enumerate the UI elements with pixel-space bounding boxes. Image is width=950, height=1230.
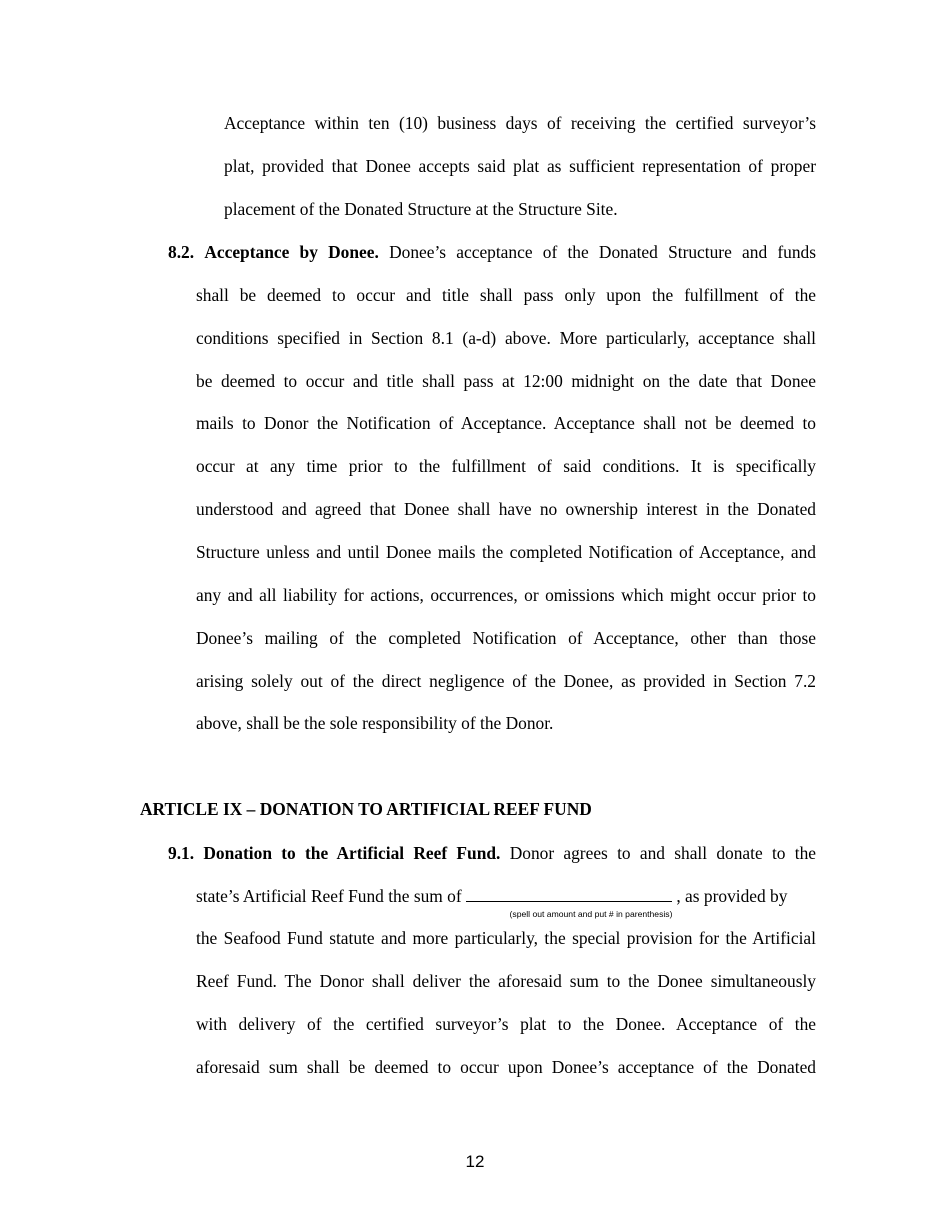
paragraph-line: plat, provided that Donee accepts said plat as sufficient representation of proper [224, 156, 816, 176]
page-number: 12 [465, 1152, 485, 1171]
section-heading: Donation to the Artificial Reef Fund. [203, 843, 501, 863]
paragraph-line: arising solely out of the direct negligence of the Donee, as provided in Section 7.2 [196, 671, 816, 691]
paragraph-line: conditions specified in Section 8.1 (a-d) above. More particularly, acceptance shall [196, 328, 816, 348]
paragraph-line: with delivery of the certified surveyor’s plat to the Donee. Acceptance of the [196, 1014, 816, 1034]
paragraph-line: understood and agreed that Donee shall have no ownership interest in the Donated [196, 499, 816, 519]
paragraph-line: the Seafood Fund statute and more particularly, the special provision for the Artificial [196, 928, 816, 948]
sum-line-text: state’s Artificial Reef Fund the sum of [196, 886, 462, 906]
paragraph-line: above, shall be the sole responsibility of the Donor. [196, 713, 554, 733]
paragraph-line: aforesaid sum shall be deemed to occur upon Donee’s acceptance of the Donated [196, 1057, 816, 1077]
paragraph-line: Structure unless and until Donee mails the completed Notification of Acceptance, and [196, 542, 816, 562]
paragraph-line: shall be deemed to occur and title shall pass only upon the fulfillment of the [196, 285, 816, 305]
section-text: Donee’s acceptance of the Donated Structure and funds [389, 242, 816, 262]
paragraph-line: occur at any time prior to the fulfillment of said conditions. It is specifically [196, 456, 816, 476]
paragraph-line: Reef Fund. The Donor shall deliver the aforesaid sum to the Donee simultaneously [196, 971, 816, 991]
section-number: 8.2. [168, 242, 195, 262]
paragraph-line: Donee’s mailing of the completed Notification of Acceptance, other than those [196, 628, 816, 648]
sum-line-text: , as provided by [676, 886, 788, 906]
section-heading: Acceptance by Donee. [204, 242, 379, 262]
amount-blank-field[interactable] [466, 887, 672, 902]
blank-field-instruction: (spell out amount and put # in parenthesis) [509, 909, 673, 919]
section-8-2-first-line [168, 241, 816, 263]
section-number: 9.1. [168, 843, 195, 863]
section-text: Donor agrees to and shall donate to the [509, 843, 816, 863]
section-9-1-first-line [168, 842, 816, 864]
sum-line [196, 885, 816, 907]
paragraph-line: any and all liability for actions, occurrences, or omissions which might occur prior to [196, 585, 816, 605]
paragraph-line: placement of the Donated Structure at the Structure Site. [224, 199, 618, 219]
paragraph-line: mails to Donor the Notification of Acceptance. Acceptance shall not be deemed to [196, 413, 816, 433]
article-heading: ARTICLE IX – DONATION TO ARTIFICIAL REEF FUND [140, 799, 592, 819]
paragraph-line: be deemed to occur and title shall pass at 12:00 midnight on the date that Donee [196, 371, 816, 391]
paragraph-line: Acceptance within ten (10) business days of receiving the certified surveyor’s [224, 113, 816, 133]
